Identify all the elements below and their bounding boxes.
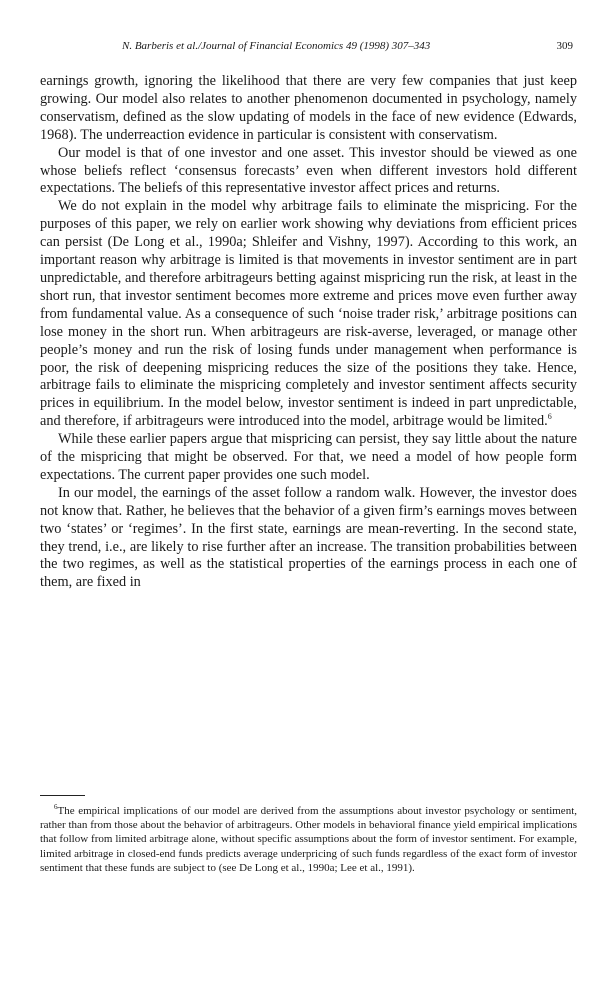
paragraph-3-text: We do not explain in the model why arbitrage fails to eliminate the mispricing. For the purposes of this paper, we rely on earlier work showing why deviations from efficient prices can persist (De Long et al., 1990a; Shleifer and Vishny, 1997). According to this work, an important reason why arbitrage is limited is that movements in investor sentiment are in part unpredictable, and therefore arbitrageurs betting against mispricing run the risk, at least in the short run, that investor sentiment becomes more extreme and prices move even further away from fundamental value. As a consequence of such ‘noise trader risk,’ arbitrage positions can lose money in the short run. When arbitrageurs are risk-averse, leveraged, or manage other people’s money and run the risk of losing funds under management when performance is poor, the risk of deepening mispricing reduces the size of the positions they take. Hence, arbitrage fails to eliminate the mispricing completely and investor sentiment affects security prices in equilibrium. In the model below, investor sentiment is indeed in part unpredictable, and therefore, if arbitrageurs were introduced into the model, arbitrage would be limited. <box>40 198 577 430</box>
paragraph-3 <box>40 198 577 431</box>
paragraph-4: While these earlier papers argue that mispricing can persist, they say little about the nature of the mispricing that might be observed. For that, we need a model of how people form expectations. The current paper provides one such model. <box>40 431 577 483</box>
paragraph-5: In our model, the earnings of the asset follow a random walk. However, the investor does not know that. Rather, he believes that the behavior of a given firm’s earnings moves between two ‘states’ or ‘regimes’. In the first state, earnings are mean-reverting. In the second state, they trend, i.e., are likely to rise further after an increase. The transition probabilities between the two regimes, as well as the statistical properties of the earnings process in each one of them, are fixed in <box>40 484 577 591</box>
footnote-reference: 6 <box>547 412 552 422</box>
footnote-rule <box>40 795 85 796</box>
running-head-title: N. Barberis et al./Journal of Financial Economics 49 (1998) 307–343 <box>122 40 431 52</box>
footnote-paragraph <box>40 804 577 875</box>
page-number: 309 <box>556 40 573 52</box>
footnote <box>40 804 577 875</box>
footnote-marker: 6 <box>54 803 58 811</box>
footnote-text: The empirical implications of our model are derived from the assumptions about investor psychology or sentiment, rather than from those about the behavior of arbitrageurs. Other models in behavioral finance yield empirical implications that follow from limited arbitrage alone, without specific assumptions about the form of investor sentiment. For example, limited arbitrage in closed-end funds predicts average underpricing of such funds regardless of the exact form of investor sentiment that these funds are subject to (see De Long et al., 1990a; Lee et al., 1991). <box>40 805 577 874</box>
paragraph-1: earnings growth, ignoring the likelihood that there are very few companies that just keep growing. Our model also relates to another phenomenon documented in psychology, namely conservatism, defined as the slow updating of models in the face of new evidence (Edwards, 1968). The underreaction evidence in particular is consistent with conservatism. <box>40 73 577 143</box>
paragraph-2: Our model is that of one investor and one asset. This investor should be viewed as one whose beliefs reflect ‘consensus forecasts’ even when different investors hold different expectations. The beliefs of this representative investor affect prices and returns. <box>40 144 577 197</box>
body-text <box>40 73 577 592</box>
